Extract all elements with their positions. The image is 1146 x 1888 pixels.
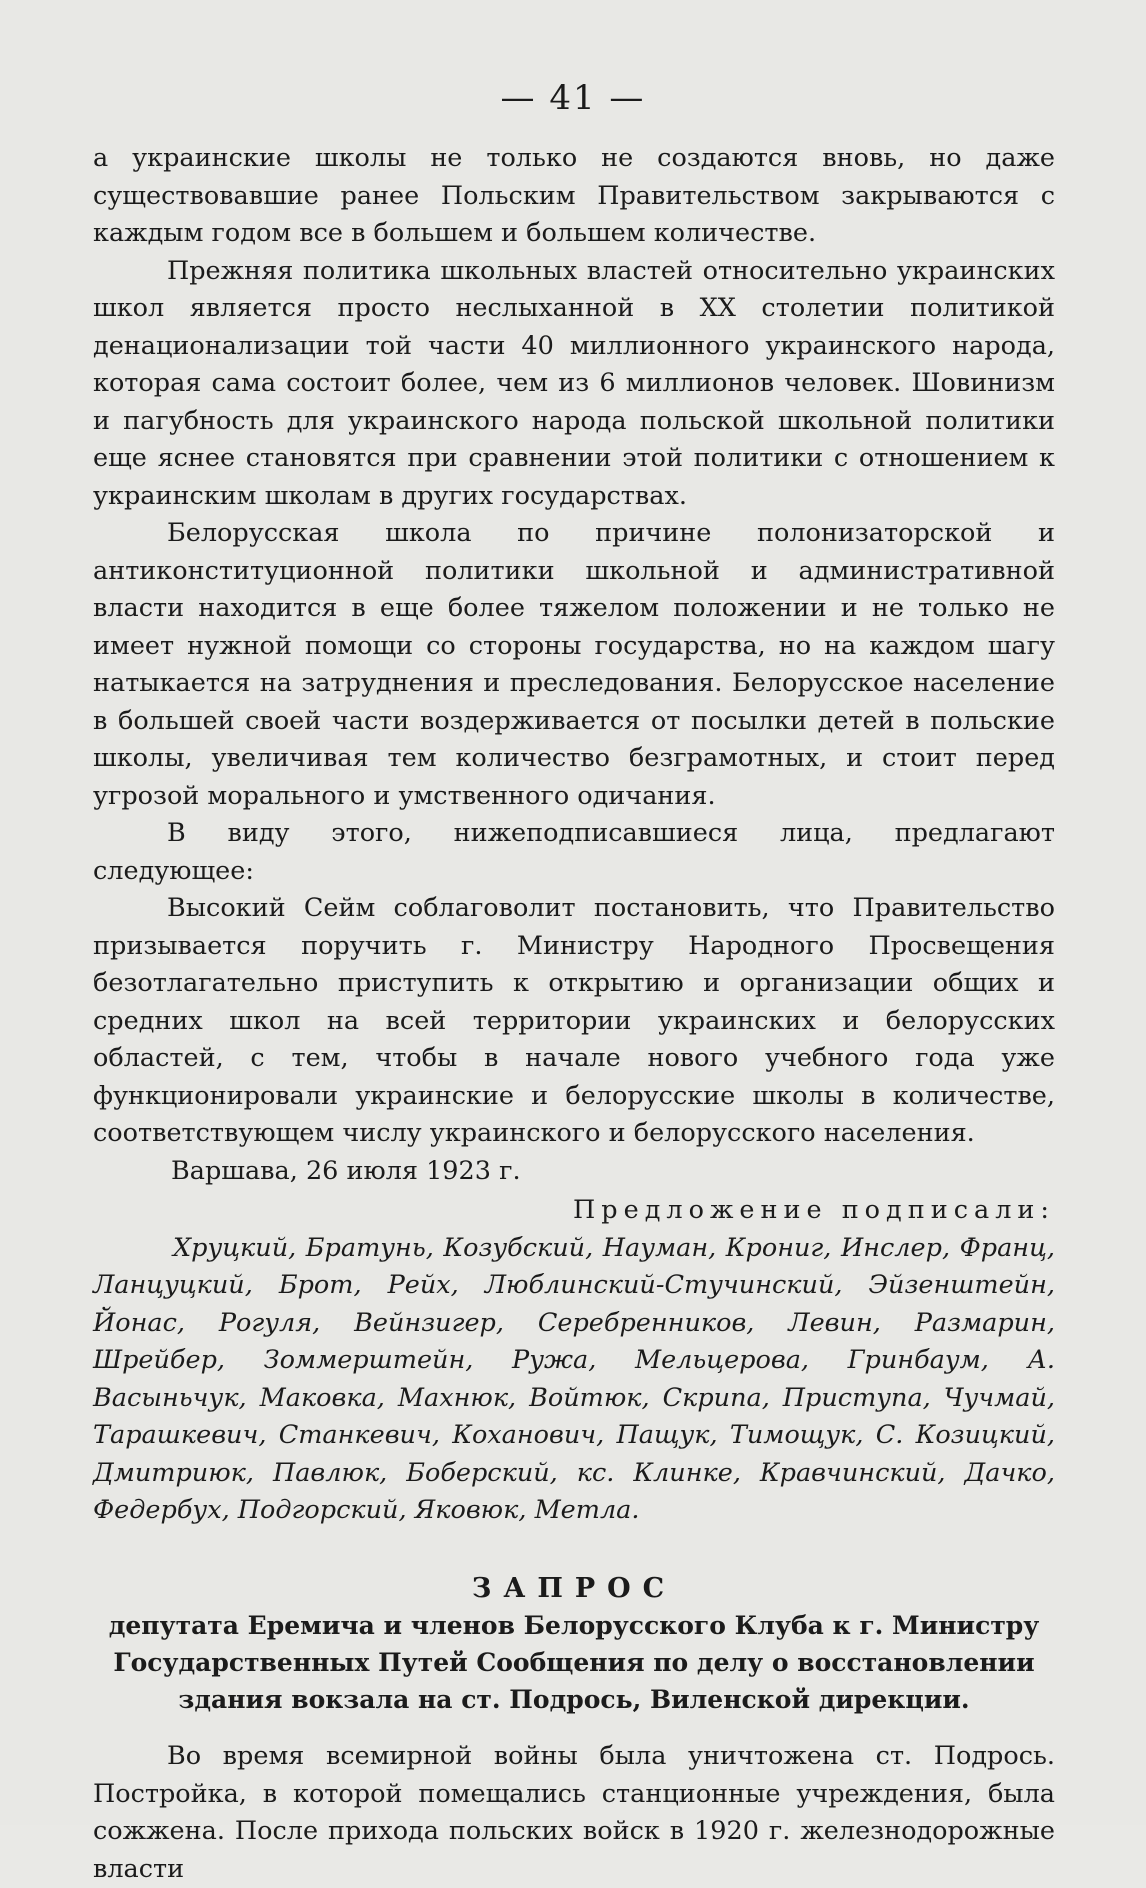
paragraph-3: Белорусская школа по причине полонизаторской и антиконституционной политики школьной и административной власти находится в еще более тяжелом положении и не только не имеет нужной помощи со стороны государства, но на каждом шагу натыкается на затруднения и преследования. Белорусское население в большей своей части воздерживается от посылки детей в польские школы, увеличивая тем количество безграмотных, и стоит перед угрозой морального и умственного одичания. (93, 518, 1055, 811)
signed-heading: Предложение подписали: (573, 1195, 1055, 1225)
page-number: — 41 — (500, 78, 646, 118)
zapros-body: Во время всемирной войны была уничтожена ст. Подрось. Постройка, в которой помещались станционные учреждения, была сожжена. После прихода польских войск в 1920 г. железнодорожные власти (93, 1741, 1055, 1884)
zapros-title: ЗАПРОС (471, 1572, 677, 1604)
signatories-list: Хруцкий, Братунь, Козубский, Науман, Крониг, Инслер, Франц, Ланцуцкий, Брот, Рейх, Люблинский-Стучинский, Эйзенштейн, Йонас, Рогуля, Вейнзигер, Серебренников, Левин, Размарин, Шрейбер, Зоммерштейн, Ружа, Мельцерова, Гринбаум, А. Васыньчук, Маковка, Махнюк, Войтюк, Скрипа, Приступа, Чучмай, Тарашкевич, Станкевич, Коханович, Пащук, Тимощук, С. Козицкий, Дмитриюк, Павлюк, Боберский, кс. Клинке, Кравчинский, Дачко, Федербух, Подгорский, Яковюк, Метла. (93, 1232, 1055, 1525)
paragraph-4: В виду этого, нижеподписавшиеся лица, предлагают следующее: (93, 818, 1055, 886)
paragraph-1: а украинские школы не только не создаются вновь, но даже существовавшие ранее Польским Правительством закрываются с каждым годом все в большем и большем количестве. (93, 143, 1055, 248)
date-line: Варшава, 26 июля 1923 г. (171, 1155, 521, 1186)
paragraph-2: Прежняя политика школьных властей относительно украинских школ является просто неслыханной в XX столетии политикой денационализации той части 40 миллионного украинского народа, которая сама состоит более, чем из 6 миллионов человек. Шовинизм и пагубность для украинского народа польской школьной политики еще яснее становятся при сравнении этой политики с отношением к украинским школам в других государствах. (93, 255, 1055, 511)
zapros-subtitle: депутата Еремича и членов Белорусского Клуба к г. Министру Государственных Путей Сообщения по делу о восстановлении здания вокзала на ст. Подрось, Виленской дирекции. (108, 1611, 1040, 1714)
body-text (93, 140, 1055, 1888)
paragraph-5: Высокий Сейм соблаговолит постановить, что Правительство призывается поручить г. Министру Народного Просвещения безотлагательно приступить к открытию и организации общих и средних школ на всей территории украинских и белорусских областей, с тем, чтобы в начале нового учебного года уже функционировали украинские и белорусские школы в количестве, соответствующем числу украинского и белорусского населения. (93, 893, 1055, 1148)
